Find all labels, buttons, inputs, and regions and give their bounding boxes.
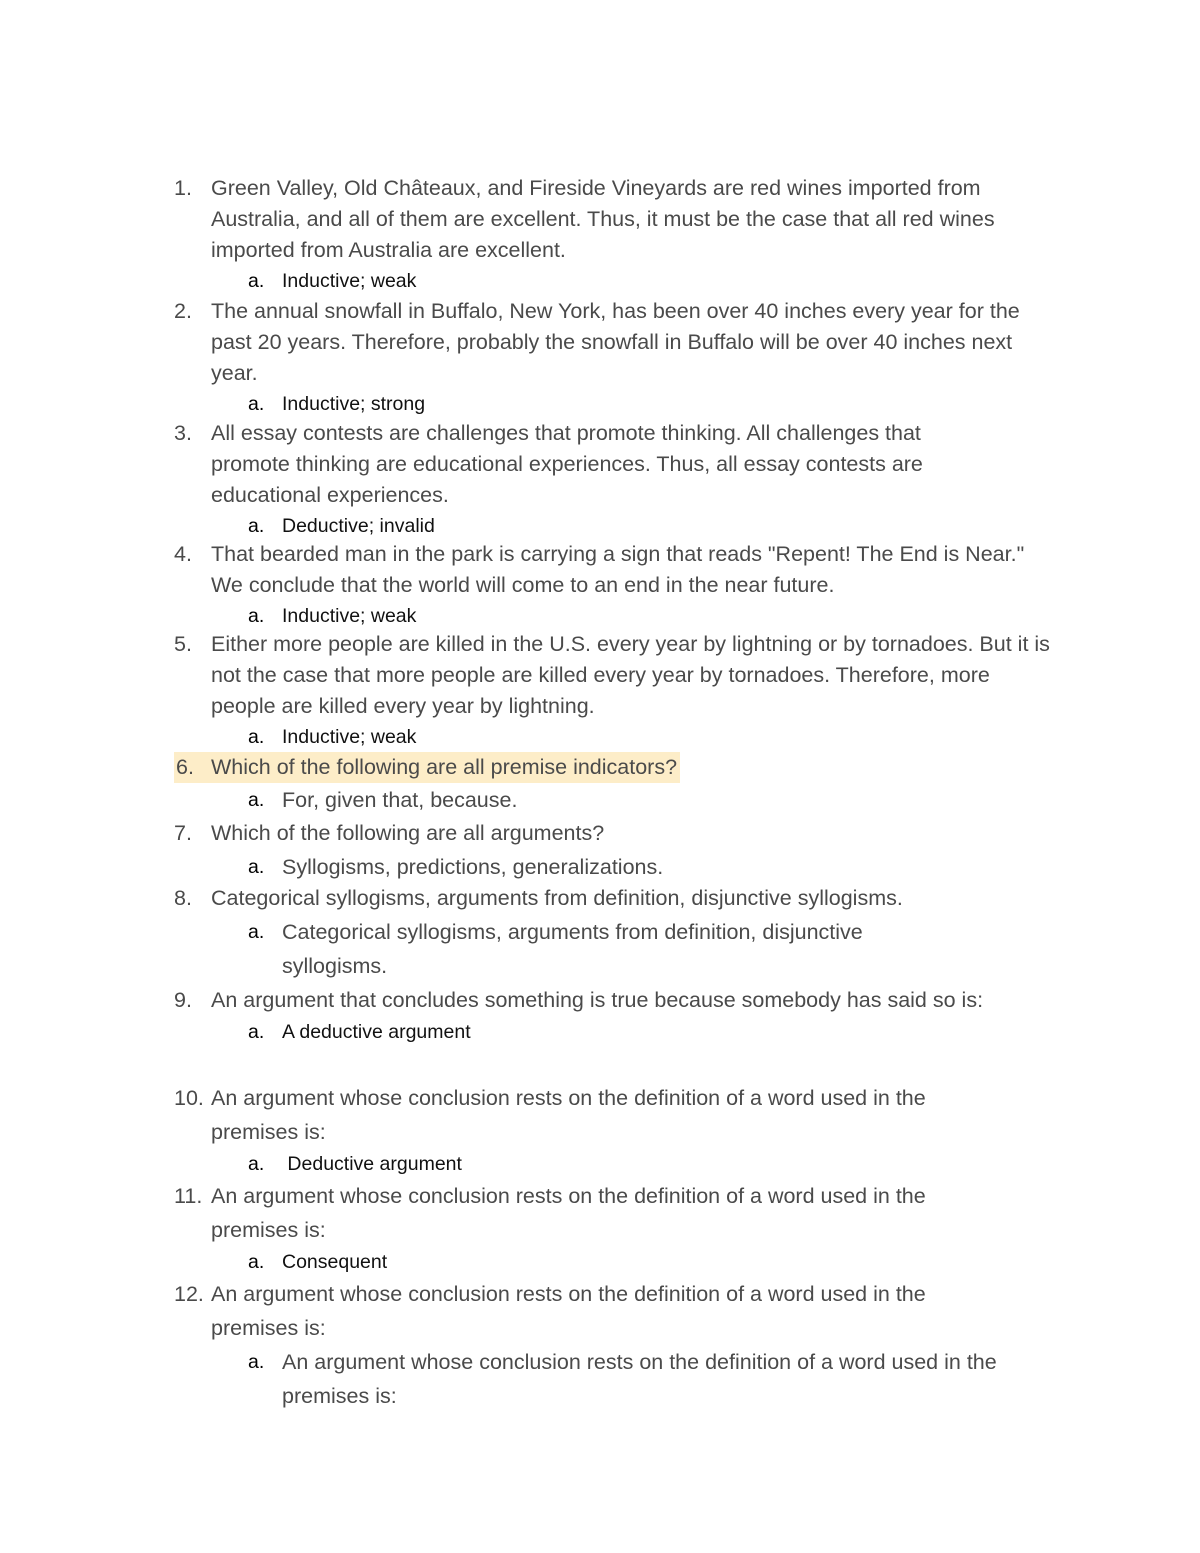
question-text: An argument whose conclusion rests on the definition of a word used in the premises is: — [211, 1184, 926, 1242]
answer — [174, 511, 1074, 542]
answer-letter: a. — [248, 726, 265, 748]
answer-letter: a. — [248, 1153, 265, 1175]
question — [174, 1277, 1074, 1345]
answer-text: Inductive; weak — [282, 605, 417, 627]
answer — [174, 1247, 1074, 1278]
question-text: Which of the following are all premise indicators? — [211, 755, 678, 779]
question-item — [174, 752, 1074, 817]
question-item — [174, 983, 1074, 1048]
answer-text: Deductive; invalid — [282, 515, 435, 537]
answer — [174, 1149, 1074, 1180]
answer-text: Categorical syllogisms, arguments from definition, disjunctive syllogisms. — [282, 920, 863, 978]
question-item — [174, 629, 1074, 753]
answer — [174, 915, 1074, 983]
answer-text: Consequent — [282, 1251, 388, 1273]
answer — [174, 850, 1074, 884]
answer — [174, 601, 1074, 632]
question-number: 9. — [174, 988, 192, 1012]
question — [174, 1179, 1074, 1247]
question-number: 3. — [174, 421, 192, 445]
question-text: Green Valley, Old Châteaux, and Fireside Vineyards are red wines imported from Australia, and all of them are excellent. Thus, it must be the case that all red wines imported from Australia are excellent. — [211, 176, 995, 262]
question-number: 1. — [174, 176, 192, 200]
question-number: 8. — [174, 886, 192, 910]
question-item — [174, 1081, 1074, 1180]
answer-text: Inductive; weak — [282, 270, 417, 292]
question — [174, 983, 1074, 1017]
answer-text: Deductive argument — [282, 1153, 462, 1175]
answer-text: For, given that, because. — [282, 788, 518, 812]
question — [174, 539, 1074, 601]
question-number: 10. — [174, 1086, 204, 1110]
question-number: 6. — [176, 755, 194, 779]
question-number: 12. — [174, 1282, 204, 1306]
question — [174, 173, 1074, 266]
answer — [174, 1017, 1074, 1048]
question-text: Categorical syllogisms, arguments from definition, disjunctive syllogisms. — [211, 886, 903, 910]
question-item — [174, 173, 1074, 297]
answer-letter: a. — [248, 1021, 265, 1043]
question-text: Either more people are killed in the U.S. every year by lightning or by tornadoes. But it is not the case that more people are killed every year by tornadoes. Therefore, more people are killed every year by lightning. — [211, 632, 1050, 718]
answer-letter: a. — [248, 605, 265, 627]
question-text: An argument whose conclusion rests on the definition of a word used in the premises is: — [211, 1086, 926, 1144]
answer — [174, 389, 1074, 420]
question-item — [174, 816, 1074, 884]
question — [174, 752, 1074, 783]
answer-text: An argument whose conclusion rests on the definition of a word used in the premises is: — [282, 1350, 997, 1408]
answer — [174, 722, 1074, 753]
question-item — [174, 539, 1074, 632]
question-text: Which of the following are all arguments? — [211, 821, 605, 845]
answer — [174, 1345, 1074, 1413]
question — [174, 296, 1074, 389]
answer-text: Inductive; strong — [282, 393, 426, 415]
question-item — [174, 1179, 1074, 1278]
answer — [174, 783, 1074, 817]
question-item — [174, 1277, 1074, 1413]
question-number: 5. — [174, 632, 192, 656]
answer — [174, 266, 1074, 297]
answer-text: A deductive argument — [282, 1021, 471, 1043]
question-text: An argument that concludes something is true because somebody has said so is: — [211, 988, 984, 1012]
question-number: 4. — [174, 542, 192, 566]
question-number: 2. — [174, 299, 192, 323]
answer-letter: a. — [248, 789, 265, 811]
answer-letter: a. — [248, 1251, 265, 1273]
answer-letter: a. — [248, 1351, 265, 1373]
answer-text: Syllogisms, predictions, generalizations. — [282, 855, 664, 879]
question-item — [174, 881, 1074, 983]
question — [174, 629, 1074, 722]
answer-letter: a. — [248, 393, 265, 415]
question-item — [174, 418, 1074, 542]
question — [174, 816, 1074, 850]
question-text: The annual snowfall in Buffalo, New York, has been over 40 inches every year for the past 20 years. Therefore, probably the snowfall in Buffalo will be over 40 inches next year. — [211, 299, 1020, 385]
highlighted-question — [174, 752, 680, 783]
question-item — [174, 296, 1074, 420]
answer-text: Inductive; weak — [282, 726, 417, 748]
question-text: An argument whose conclusion rests on the definition of a word used in the premises is: — [211, 1282, 926, 1340]
answer-letter: a. — [248, 270, 265, 292]
question — [174, 418, 1074, 511]
answer-letter: a. — [248, 921, 265, 943]
question-number: 7. — [174, 821, 192, 845]
answer-letter: a. — [248, 856, 265, 878]
question-number: 11. — [174, 1184, 203, 1208]
question-text: That bearded man in the park is carrying a sign that reads "Repent! The End is Near." We conclude that the world will come to an end in the near future. — [211, 542, 1025, 597]
question-text: All essay contests are challenges that promote thinking. All challenges that promote thinking are educational experiences. Thus, all essay contests are educational experiences. — [211, 421, 923, 507]
question — [174, 881, 1074, 915]
answer-letter: a. — [248, 515, 265, 537]
question — [174, 1081, 1074, 1149]
